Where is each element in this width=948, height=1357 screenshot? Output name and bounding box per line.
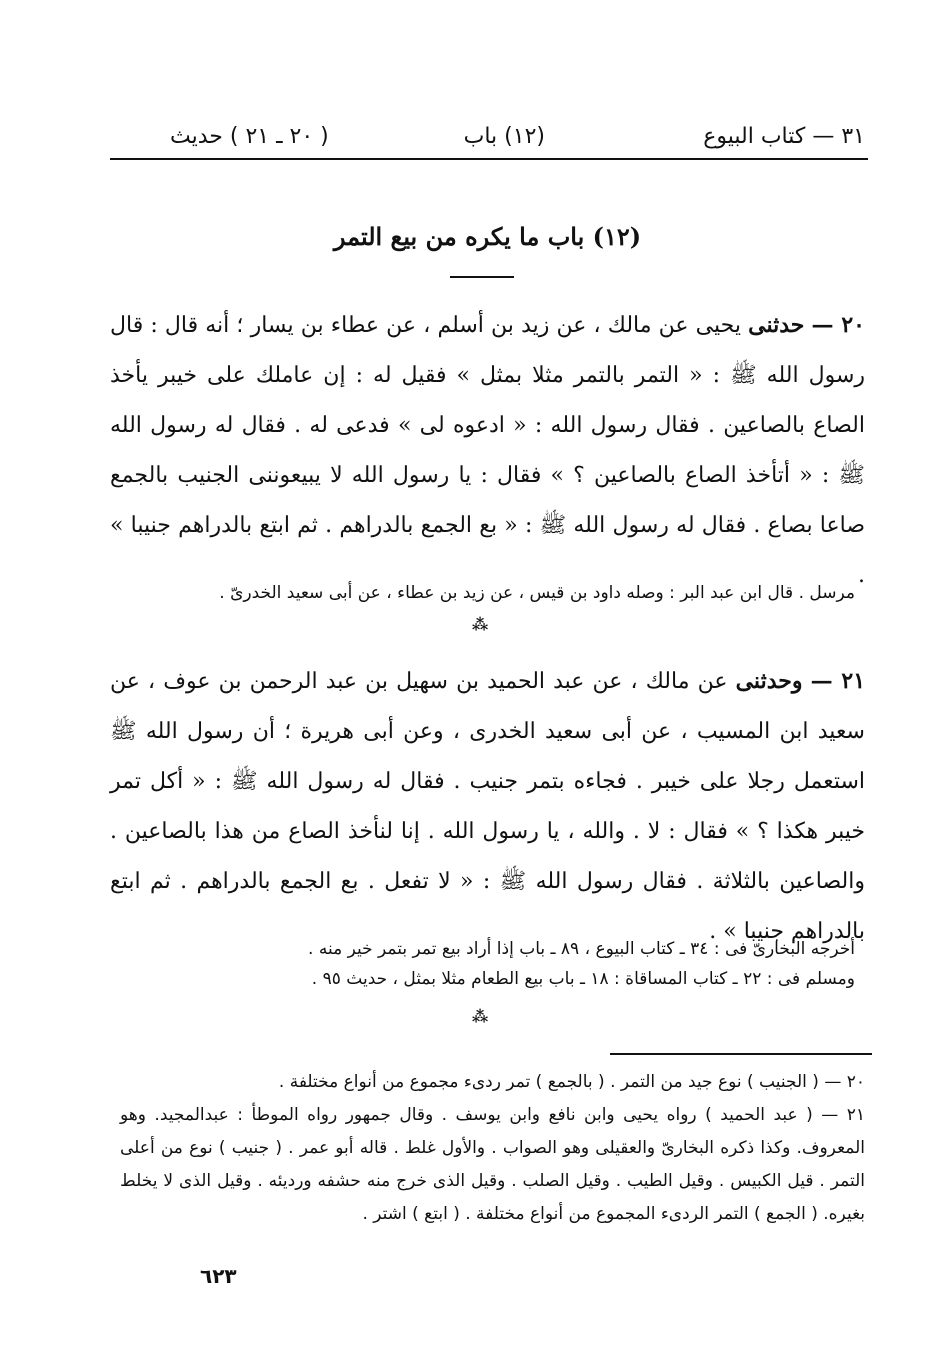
hadith-opening: حدثنى: [748, 312, 805, 338]
footnote-21: ٢١ — ( عبد الحميد ) رواه يحيى وابن نافع وابن يوسف . وقال جمهور رواه الموطأ : عبدالمجيد. وهو المعروف. وكذا ذكره البخارىّ والعقيلى وهو الصواب . والأول غلط . قاله أبو عمر . ( جنيب ) نوع من أعلى التمر . قيل الكبيس . وقيل الطيب . وقيل الصلب . وقيل الذى خرج منه حشفه ورديئه . وقيل الذى لا يخلط بغيره. ( الجمع ) التمر الردىء المجموع من أنواع مختلفة . ( ابتع ) اشتر .: [120, 1105, 865, 1224]
section-separator: ⁂: [471, 1007, 489, 1026]
hadith-21-source-note: [110, 934, 865, 994]
footnote-20: ٢٠ — ( الجنيب ) نوع جيد من التمر . ( بالجمع ) تمر ردىء مجموع من أنواع مختلفة .: [278, 1072, 865, 1092]
footnotes: [120, 1066, 865, 1231]
footnote-divider: [610, 1053, 872, 1055]
hadith-21: [110, 656, 865, 957]
header-divider: [110, 158, 868, 160]
page-number: ٦٢٣: [200, 1264, 237, 1288]
hadith-number: ٢٠ —: [811, 312, 865, 338]
section-separator: ⁂: [471, 615, 489, 634]
hadith-text: يحيى عن مالك ، عن زيد بن أسلم ، عن عطاء بن يسار ؛ أنه قال : قال رسول الله ﷺ : « التمر بالتمر مثلا بمثل » فقيل له : إن عاملك على خيبر يأخذ الصاع بالصاعين . فقال رسول الله : « ادعوه لى » فدعى له . فقال له رسول الله ﷺ : « أتأخذ الصاع بالصاعين ؟ » فقال : يا رسول الله لا يبيعوننى الجنيب بالجمع صاعا بصاع . فقال له رسول الله ﷺ : « بع الجمع بالدراهم . ثم ابتع بالدراهم جنيبا » .: [110, 313, 865, 588]
hadith-20: [110, 300, 865, 601]
chapter-title: (١٢) باب ما يكره من بيع التمر: [333, 222, 642, 251]
hadith-20-source-note: مرسل . قال ابن عبد البر : وصله داود بن قيس ، عن زيد بن عطاء ، عن أبى سعيد الخدرىّ .: [219, 583, 855, 603]
chapter-divider: [450, 276, 514, 278]
source-note-line: ومسلم فى : ٢٢ ـ كتاب المساقاة : ١٨ ـ باب بيع الطعام مثلا بمثل ، حديث ٩٥ .: [311, 969, 855, 989]
hadith-opening: وحدثنى: [735, 668, 803, 694]
header-hadith-range: ( ٢٠ ـ ٢١ ) حديث: [170, 124, 329, 149]
header-book-title: ٣١ — كتاب البيوع: [703, 124, 865, 149]
running-header: [110, 118, 865, 154]
header-chapter: (١٢) باب: [463, 124, 545, 149]
hadith-text: عن مالك ، عن عبد الحميد بن سهيل بن عبد الرحمن بن عوف ، عن سعيد ابن المسيب ، عن أبى سعيد الخدرى ، وعن أبى هريرة ؛ أن رسول الله ﷺ استعمل رجلا على خيبر . فجاءه بتمر جنيب . فقال له رسول الله ﷺ : « أكل تمر خيبر هكذا ؟ » فقال : لا . والله ، يا رسول الله . إنا لنأخذ الصاع من هذا بالصاعين . والصاعين بالثلاثة . فقال رسول الله ﷺ : « لا تفعل . بع الجمع بالدراهم . ثم ابتع بالدراهم جنيبا » .: [110, 669, 865, 944]
hadith-number: ٢١ —: [810, 668, 866, 694]
source-note-line: أخرجه البخارىّ فى : ٣٤ ـ كتاب البيوع ، ٨٩ ـ باب إذا أراد بيع تمر بتمر خير منه .: [308, 939, 855, 959]
